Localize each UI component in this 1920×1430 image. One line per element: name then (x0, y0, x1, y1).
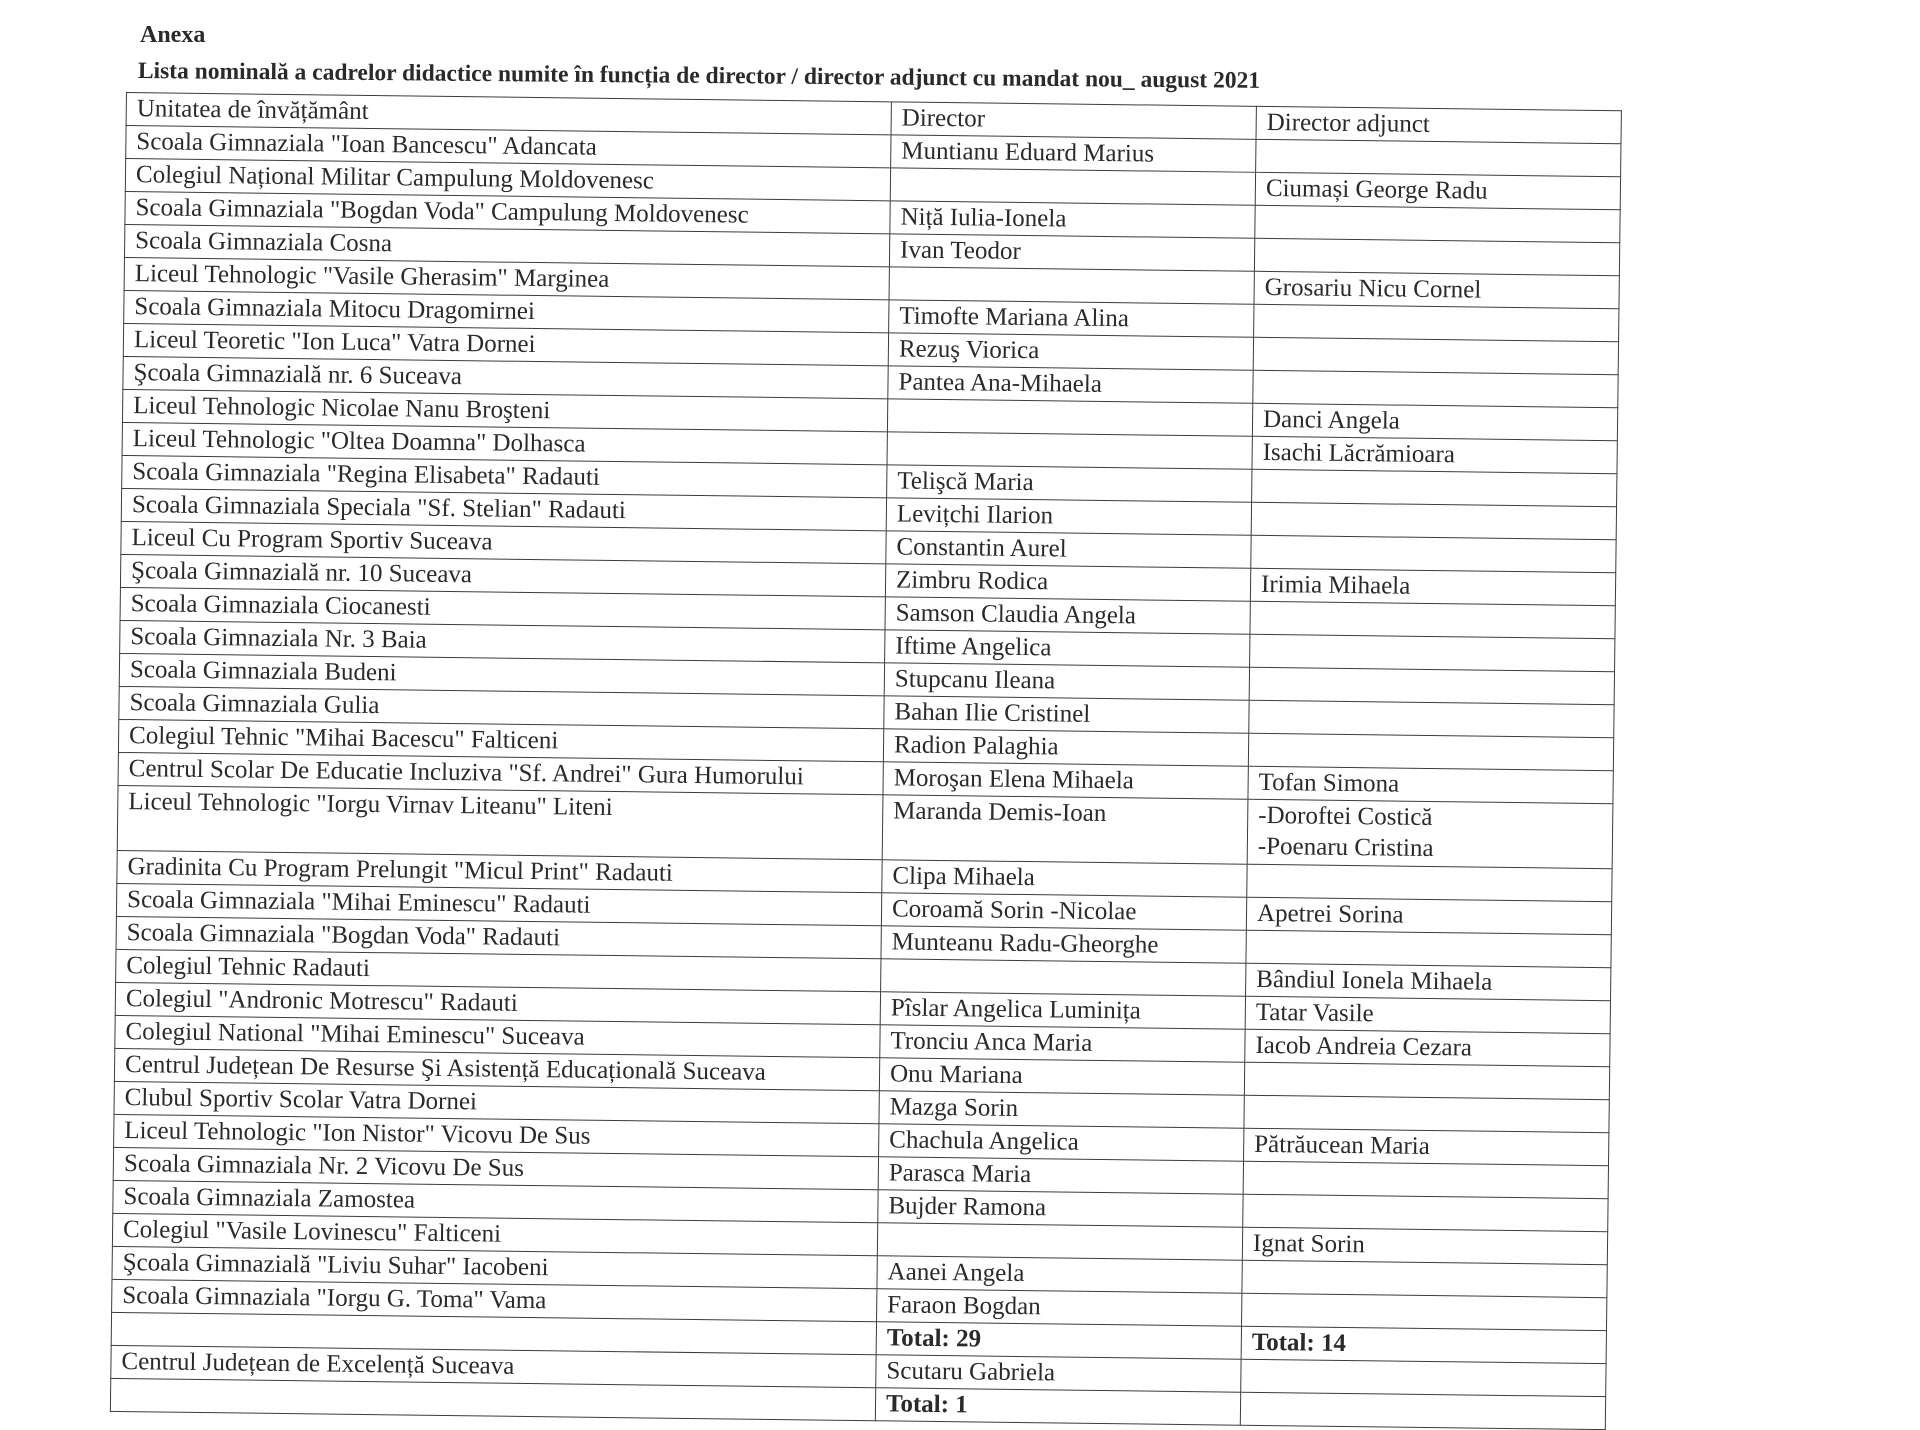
appointments-table-wrapper (110, 92, 1622, 1430)
director-cell: Rezuş Viorica (888, 333, 1253, 370)
deputy-cell: Iacob Andreia Cezara (1245, 1029, 1610, 1066)
deputy-cell: Irimia Mihaela (1250, 568, 1615, 605)
deputy-cell (1243, 1194, 1608, 1231)
extra-unit: Centrul Județean de Excelență Suceava (111, 1345, 876, 1387)
director-cell: Constantin Aurel (886, 531, 1251, 568)
extra-director: Scutaru Gabriela (876, 1355, 1241, 1392)
director-cell (889, 267, 1254, 304)
deputy-cell (1244, 1095, 1609, 1132)
unit-cell: Scoala Gimnaziala "Bogdan Voda" Radauti (116, 916, 881, 958)
unit-cell: Scoala Gimnaziala Cosna (124, 224, 889, 266)
director-cell: Clipa Mihaela (882, 860, 1247, 897)
unit-cell: Scoala Gimnaziala Mitocu Dragomirnei (124, 290, 889, 332)
header-unit: Unitatea de învățământ (126, 93, 891, 135)
unit-cell: Scoala Gimnaziala Nr. 2 Vicovu De Sus (113, 1147, 878, 1189)
director-cell (881, 959, 1246, 996)
appointments-table (110, 92, 1622, 1430)
unit-cell: Liceul Tehnologic "Vasile Gherasim" Marginea (124, 257, 889, 299)
unit-cell: Centrul Județean De Resurse Şi Asistență Educațională Suceava (114, 1048, 879, 1090)
deputy-cell: Tatar Vasile (1245, 996, 1610, 1033)
unit-cell: Şcoala Gimnazială nr. 10 Suceava (120, 554, 885, 596)
director-cell (887, 432, 1252, 469)
deputy-cell: Danci Angela (1252, 403, 1617, 440)
deputy-cell (1248, 733, 1613, 770)
deputy-cell (1242, 1260, 1607, 1297)
director-cell: Timofte Mariana Alina (889, 300, 1254, 337)
header-director: Director (891, 102, 1256, 139)
unit-cell: Scoala Gimnaziala Ciocanesti (120, 587, 885, 629)
director-cell: Niță Iulia-Ionela (890, 201, 1255, 238)
deputy-cell: Ignat Sorin (1242, 1227, 1607, 1264)
director-cell: Bujder Ramona (878, 1190, 1243, 1227)
unit-cell: Liceul Tehnologic "Iorgu Virnav Liteanu" Liteni (117, 785, 883, 859)
deputy-cell (1250, 601, 1615, 638)
unit-cell: Colegiul Tehnic "Mihai Bacescu" Falticeni (118, 719, 883, 761)
director-cell: Pantea Ana-Mihaela (888, 366, 1253, 403)
deputy-cell (1249, 700, 1614, 737)
deputy-cell (1249, 667, 1614, 704)
director-cell (887, 399, 1252, 436)
deputy-cell (1247, 864, 1612, 901)
unit-cell: Clubul Sportiv Scolar Vatra Dornei (114, 1081, 879, 1123)
deputy-cell: Tofan Simona (1248, 766, 1613, 803)
director-cell: Coroamă Sorin -Nicolae (881, 893, 1246, 930)
unit-cell: Centrul Scolar De Educatie Incluziva "Sf. Andrei" Gura Humorului (118, 752, 883, 794)
extra-deputy (1241, 1359, 1606, 1396)
unit-cell: Gradinita Cu Program Prelungit "Micul Print" Radauti (117, 850, 882, 892)
unit-cell: Scoala Gimnaziala "Mihai Eminescu" Radauti (116, 883, 881, 925)
unit-cell: Liceul Teoretic "Ion Luca" Vatra Dornei (123, 323, 888, 365)
director-cell: Zimbru Rodica (885, 564, 1250, 601)
deputy-cell: Pătrăucean Maria (1244, 1128, 1609, 1165)
unit-cell: Scoala Gimnaziala Gulia (119, 686, 884, 728)
deputy-cell (1251, 535, 1616, 572)
deputy-cell: Bândiul Ionela Mihaela (1246, 963, 1611, 1000)
deputy-cell: Isachi Lăcrămioara (1252, 436, 1617, 473)
deputy-cell (1243, 1161, 1608, 1198)
unit-cell: Scoala Gimnaziala "Regina Elisabeta" Radauti (122, 455, 887, 497)
deputy-cell: -Doroftei Costică -Poenaru Cristina (1247, 799, 1613, 868)
director-cell: Moroşan Elena Mihaela (883, 762, 1248, 799)
extra-total-director: Total: 1 (875, 1388, 1240, 1425)
deputy-cell (1254, 238, 1619, 275)
director-cell: Maranda Demis-Ioan (882, 795, 1248, 864)
total-deputy: Total: 14 (1241, 1326, 1606, 1363)
director-cell: Aanei Angela (877, 1256, 1242, 1293)
deputy-cell (1252, 469, 1617, 506)
deputy-cell (1244, 1062, 1609, 1099)
deputy-cell (1253, 337, 1618, 374)
director-cell: Ivan Teodor (889, 234, 1254, 271)
unit-cell: Scoala Gimnaziala "Iorgu G. Toma" Vama (112, 1279, 877, 1321)
deputy-cell (1242, 1293, 1607, 1330)
unit-cell: Liceul Tehnologic "Oltea Doamna" Dolhasca (122, 422, 887, 464)
director-cell: Mazga Sorin (879, 1091, 1244, 1128)
unit-cell: Colegiul National "Mihai Eminescu" Suceava (115, 1015, 880, 1057)
deputy-cell (1255, 205, 1620, 242)
deputy-cell: Grosariu Nicu Cornel (1254, 271, 1619, 308)
annex-label: Anexa (140, 22, 206, 48)
document-title: Lista nominală a cadrelor didactice numite în funcția de director / director adjunct cu mandat nou_ august 2021 (137, 58, 1261, 94)
director-cell (890, 168, 1255, 205)
unit-cell: Şcoala Gimnazială "Liviu Suhar" Iacobeni (112, 1246, 877, 1288)
unit-cell: Liceul Tehnologic Nicolae Nanu Broşteni (122, 389, 887, 431)
director-cell: Faraon Bogdan (877, 1289, 1242, 1326)
total-director: Total: 29 (876, 1322, 1241, 1359)
director-cell: Chachula Angelica (879, 1124, 1244, 1161)
unit-cell: Scoala Gimnaziala Speciala "Sf. Stelian" Radauti (121, 488, 886, 530)
unit-cell: Scoala Gimnaziala Zamostea (113, 1180, 878, 1222)
deputy-cell (1256, 139, 1621, 176)
director-cell: Levițchi Ilarion (886, 498, 1251, 535)
header-deputy: Director adjunct (1256, 106, 1621, 143)
director-cell: Pîslar Angelica Luminița (880, 992, 1245, 1029)
director-cell: Muntianu Eduard Marius (891, 135, 1256, 172)
table-body (112, 126, 1621, 1331)
unit-cell: Scoala Gimnaziala "Ioan Bancescu" Adancata (126, 126, 891, 168)
unit-cell: Colegiul Național Militar Campulung Moldovenesc (125, 159, 890, 201)
director-cell: Parasca Maria (878, 1157, 1243, 1194)
unit-cell: Scoala Gimnaziala Budeni (119, 653, 884, 695)
unit-cell: Liceul Tehnologic "Ion Nistor" Vicovu De Sus (114, 1114, 879, 1156)
unit-cell: Şcoala Gimnazială nr. 6 Suceava (123, 356, 888, 398)
deputy-cell (1246, 930, 1611, 967)
deputy-cell: Apetrei Sorina (1246, 897, 1611, 934)
unit-cell: Colegiul Tehnic Radauti (116, 949, 881, 991)
director-cell: Onu Mariana (879, 1058, 1244, 1095)
extra-total-deputy-cell (1240, 1392, 1605, 1429)
unit-cell: Colegiul "Vasile Lovinescu" Falticeni (112, 1213, 877, 1255)
unit-cell: Liceul Cu Program Sportiv Suceava (121, 521, 886, 563)
director-cell: Munteanu Radu-Gheorghe (881, 926, 1246, 963)
director-cell (877, 1223, 1242, 1260)
deputy-cell: Ciumași George Radu (1255, 172, 1620, 209)
deputy-cell (1254, 304, 1619, 341)
deputy-cell (1250, 634, 1615, 671)
deputy-cell (1251, 502, 1616, 539)
unit-cell: Scoala Gimnaziala Nr. 3 Baia (120, 620, 885, 662)
director-cell: Telişcă Maria (887, 465, 1252, 502)
director-cell: Tronciu Anca Maria (880, 1025, 1245, 1062)
director-cell: Samson Claudia Angela (885, 597, 1250, 634)
director-cell: Stupcanu Ileana (884, 663, 1249, 700)
unit-cell: Colegiul "Andronic Motrescu" Radauti (115, 982, 880, 1024)
director-cell: Radion Palaghia (883, 729, 1248, 766)
unit-cell: Scoala Gimnaziala "Bogdan Voda" Campulung Moldovenesc (125, 191, 890, 233)
director-cell: Iftime Angelica (885, 630, 1250, 667)
director-cell: Bahan Ilie Cristinel (884, 696, 1249, 733)
deputy-cell (1253, 370, 1618, 407)
